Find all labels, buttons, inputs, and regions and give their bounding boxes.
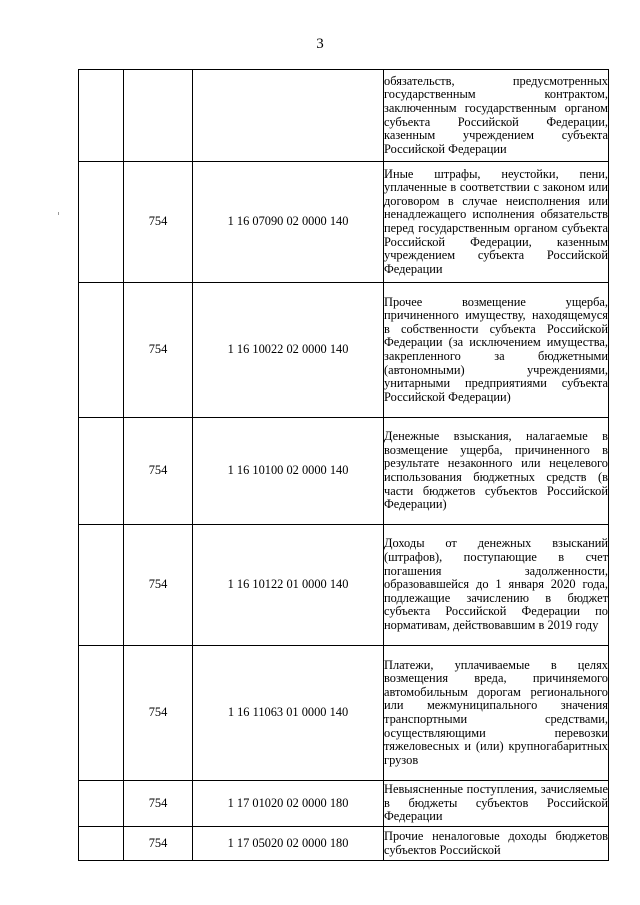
description-cell: [384, 162, 609, 283]
description-cell: [384, 646, 609, 781]
admin-code-cell: 754: [124, 646, 193, 781]
revenue-codes-table: [78, 69, 609, 861]
description-text: обязательств, предусмотренных государственным контрактом, заключенным государственным органом субъекта Российской Федерации, казенным учреждением субъекта Российской Федерации: [384, 73, 608, 156]
budget-code-cell: 1 16 07090 02 0000 140: [193, 162, 384, 283]
description-text: Доходы от денежных взысканий (штрафов), поступающие в счет погашения задолженности, образовавшейся до 1 января 2020 года, подлежащие зачислению в бюджет субъекта Российской Федерации по нормативам, действовавшим в 2019 году: [384, 536, 608, 632]
description-text: Платежи, уплачиваемые в целях возмещения вреда, причиняемого автомобильным дорогам регионального или межмуниципального значения транспортными средствами, осуществляющими перевозки тяжеловесных и (или) крупногабаритных грузов: [384, 657, 608, 767]
budget-code-cell: [193, 70, 384, 162]
table-row: [79, 646, 609, 781]
budget-code-cell: 1 17 05020 02 0000 180: [193, 827, 384, 861]
description-cell: [384, 827, 609, 861]
table-row: [79, 827, 609, 861]
description-text: Денежные взыскания, налагаемые в возмещение ущерба, причиненного в результате незаконного или нецелевого использования бюджетных средств (в части бюджетов субъектов Российской Федерации): [384, 429, 608, 512]
description-text: Прочие неналоговые доходы бюджетов субъектов Российской: [384, 828, 608, 857]
admin-code-cell: 754: [124, 418, 193, 525]
page-number: 3: [316, 36, 324, 52]
description-text: Иные штрафы, неустойки, пени, уплаченные в соответствии с законом или договором в случае неисполнения или ненадлежащего исполнения обязательств перед государственным органом субъекта Российской Федерации, казенным учреждением субъекта Российской Федерации: [384, 166, 608, 276]
table-row: [79, 283, 609, 418]
empty-cell: [79, 418, 124, 525]
margin-mark: [58, 212, 59, 215]
budget-code-cell: 1 16 10022 02 0000 140: [193, 283, 384, 418]
table-row: [79, 70, 609, 162]
description-text: Прочее возмещение ущерба, причиненного имуществу, находящемуся в собственности субъекта Российской Федерации (за исключением имущества, закрепленного за бюджетными (автономными) учреждениями, унитарными предприятиями субъекта Российской Федерации): [384, 294, 608, 404]
description-cell: [384, 283, 609, 418]
description-text: Невыясненные поступления, зачисляемые в бюджеты субъектов Российской Федерации: [384, 782, 608, 824]
admin-code-cell: 754: [124, 525, 193, 646]
budget-code-cell: 1 16 10100 02 0000 140: [193, 418, 384, 525]
budget-code-cell: 1 16 11063 01 0000 140: [193, 646, 384, 781]
budget-code-cell: 1 17 01020 02 0000 180: [193, 781, 384, 827]
empty-cell: [79, 827, 124, 861]
description-cell: [384, 70, 609, 162]
empty-cell: [79, 283, 124, 418]
empty-cell: [79, 162, 124, 283]
description-cell: [384, 418, 609, 525]
admin-code-cell: 754: [124, 162, 193, 283]
table-row: [79, 162, 609, 283]
description-cell: [384, 781, 609, 827]
admin-code-cell: 754: [124, 827, 193, 861]
table-row: [79, 781, 609, 827]
budget-code-cell: 1 16 10122 01 0000 140: [193, 525, 384, 646]
empty-cell: [79, 70, 124, 162]
empty-cell: [79, 781, 124, 827]
admin-code-cell: [124, 70, 193, 162]
table-row: [79, 525, 609, 646]
admin-code-cell: 754: [124, 781, 193, 827]
empty-cell: [79, 525, 124, 646]
table-row: [79, 418, 609, 525]
description-cell: [384, 525, 609, 646]
empty-cell: [79, 646, 124, 781]
admin-code-cell: 754: [124, 283, 193, 418]
